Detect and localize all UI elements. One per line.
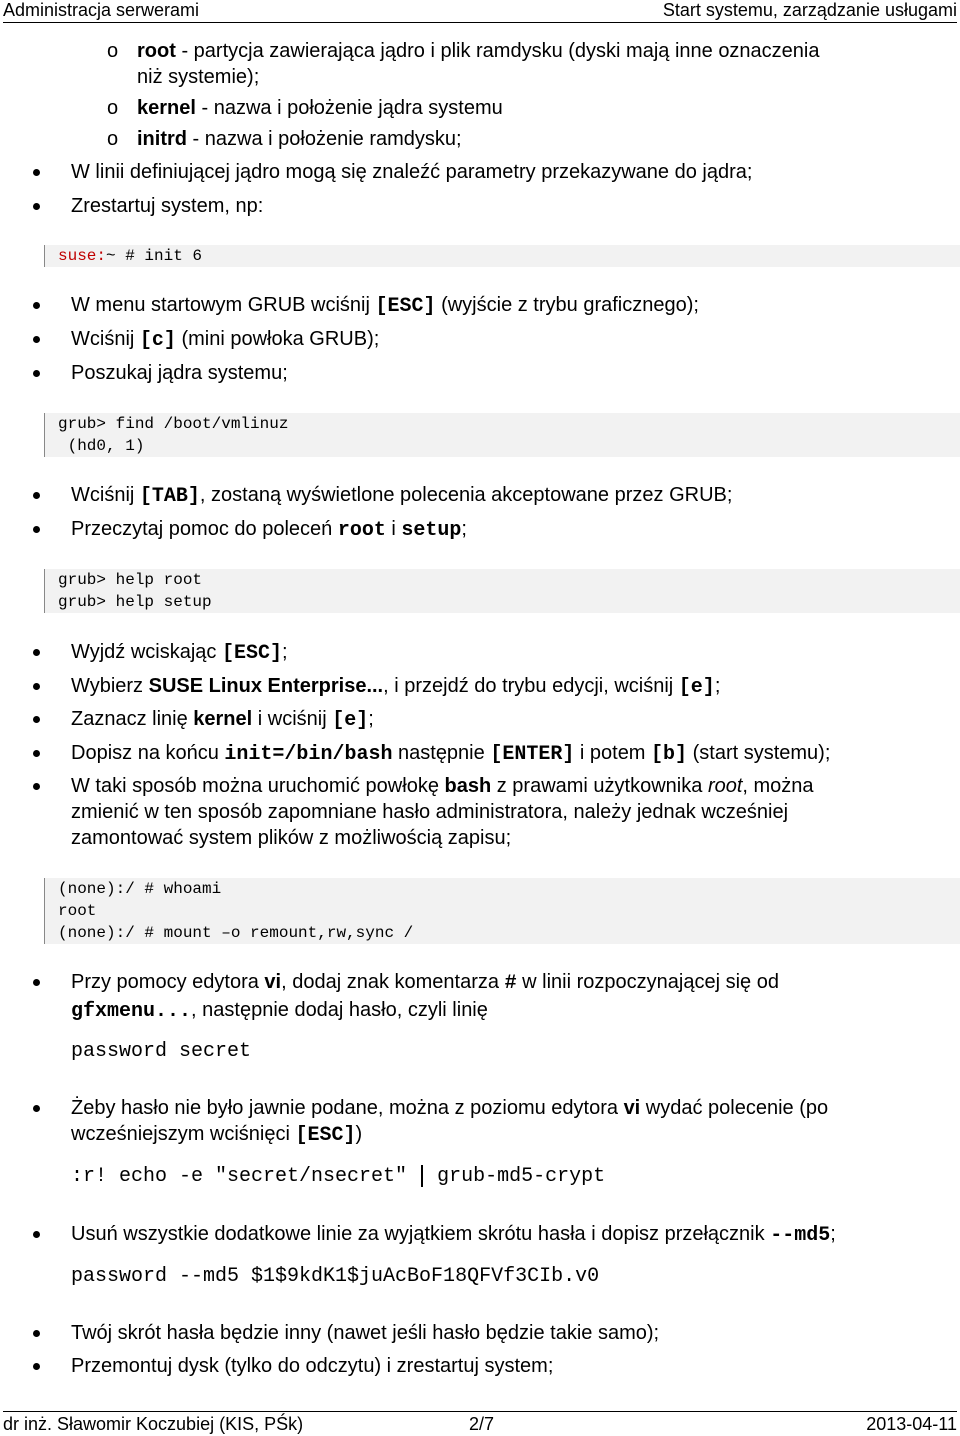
- bullet-icon: [33, 370, 40, 377]
- page-header: [3, 0, 957, 23]
- bullet-icon: [33, 492, 40, 499]
- bullet-params: W linii definiującej jądro mogą się znaleźć parametry przekazywane do jądra;: [71, 159, 752, 185]
- bullet-icon: [33, 783, 40, 790]
- bullet-icon: [33, 750, 40, 757]
- bullet-vi-comment: Przy pomocy edytora vi, dodaj znak komentarza # w linii rozpoczynającej się od gfxmenu..., następnie dodaj hasło, czyli linię: [71, 969, 779, 1025]
- bullet-hash-password: Żeby hasło nie było jawnie podane, można z poziomu edytora vi wydać polecenie (po wcześniejszym wciśnięci [ESC]): [71, 1095, 828, 1149]
- bullet-init-bash: Dopisz na końcu init=/bin/bash następnie [ENTER] i potem [b] (start systemu);: [71, 740, 830, 768]
- circle-bullet-icon: o: [107, 40, 119, 62]
- bullet-remount-restart: Przemontuj dysk (tylko do odczytu) i zrestartuj system;: [71, 1353, 553, 1379]
- bullet-find-kernel: Poszukaj jądra systemu;: [71, 360, 288, 386]
- footer-date: 2013-04-11: [866, 1414, 957, 1434]
- sub-item-kernel: o kernel - nazwa i położenie jądra systemu: [107, 97, 503, 119]
- bullet-help: Przeczytaj pomoc do poleceń root i setup;: [71, 516, 467, 544]
- sub-item-initrd: o initrd - nazwa i położenie ramdysku;: [107, 128, 462, 150]
- bullet-icon: [33, 683, 40, 690]
- password-line-md5: password --md5 $1$9kdK1$juAcBoF18QFVf3CIb.v0: [71, 1265, 600, 1288]
- circle-bullet-icon: o: [107, 97, 119, 119]
- bullet-grub-esc: W menu startowym GRUB wciśnij [ESC] (wyjście z trybu graficznego);: [71, 292, 699, 320]
- sub-item-root: o root - partycja zawierająca jądro i plik ramdysku (dyski mają inne oznaczenia niż systemie);: [107, 40, 820, 88]
- bullet-icon: [33, 302, 40, 309]
- footer-author: dr inż. Sławomir Koczubiej (KIS, PŚk): [3, 1414, 304, 1434]
- bullet-md5-switch: Usuń wszystkie dodatkowe linie za wyjątkiem skrótu hasła i dopisz przełącznik --md5;: [71, 1221, 836, 1249]
- bullet-exit: Wyjdź wciskając [ESC];: [71, 639, 288, 667]
- md5-crypt-command: :r! echo -e "secret/nsecret" grub-md5-crypt: [71, 1165, 606, 1188]
- code-block-mount: (none):/ # whoami root (none):/ # mount –o remount,rw,sync /: [44, 878, 960, 944]
- bullet-icon: [33, 1105, 40, 1112]
- bullet-icon: [33, 1330, 40, 1337]
- bullet-icon: [33, 716, 40, 723]
- bullet-grub-c: Wciśnij [c] (mini powłoka GRUB);: [71, 326, 379, 354]
- header-right: Start systemu, zarządzanie usługami: [662, 0, 957, 20]
- bullet-icon: [33, 526, 40, 533]
- page-footer: [3, 1411, 957, 1434]
- header-left: Administracja serwerami: [3, 0, 200, 20]
- circle-bullet-icon: o: [107, 128, 119, 150]
- bullet-icon: [33, 203, 40, 210]
- bullet-restart: Zrestartuj system, np:: [71, 193, 263, 219]
- code-block-find: grub> find /boot/vmlinuz (hd0, 1): [44, 413, 960, 457]
- password-line-plain: password secret: [71, 1040, 252, 1063]
- code-block-help: grub> help root grub> help setup: [44, 569, 960, 613]
- page-number: 2/7: [469, 1414, 495, 1434]
- bullet-icon: [33, 649, 40, 656]
- bullet-icon: [33, 169, 40, 176]
- bullet-icon: [33, 979, 40, 986]
- bullet-root-shell: W taki sposób można uruchomić powłokę bash z prawami użytkownika root, można zmienić w ten sposób zapomniane hasło administratora, należy jednak wcześniej zamontować system plików z możliwością zapisu;: [71, 773, 814, 851]
- bullet-select-suse: Wybierz SUSE Linux Enterprise..., i przejdź do trybu edycji, wciśnij [e];: [71, 673, 720, 701]
- code-block-init: suse:~ # init 6: [44, 245, 960, 267]
- bullet-tab: Wciśnij [TAB], zostaną wyświetlone polecenia akceptowane przez GRUB;: [71, 482, 732, 510]
- pipe-separator: [421, 1165, 423, 1187]
- bullet-icon: [33, 1363, 40, 1370]
- bullet-icon: [33, 336, 40, 343]
- bullet-hash-differs: Twój skrót hasła będzie inny (nawet jeśli hasło będzie takie samo);: [71, 1320, 659, 1346]
- bullet-kernel-line: Zaznacz linię kernel i wciśnij [e];: [71, 706, 374, 734]
- bullet-icon: [33, 1231, 40, 1238]
